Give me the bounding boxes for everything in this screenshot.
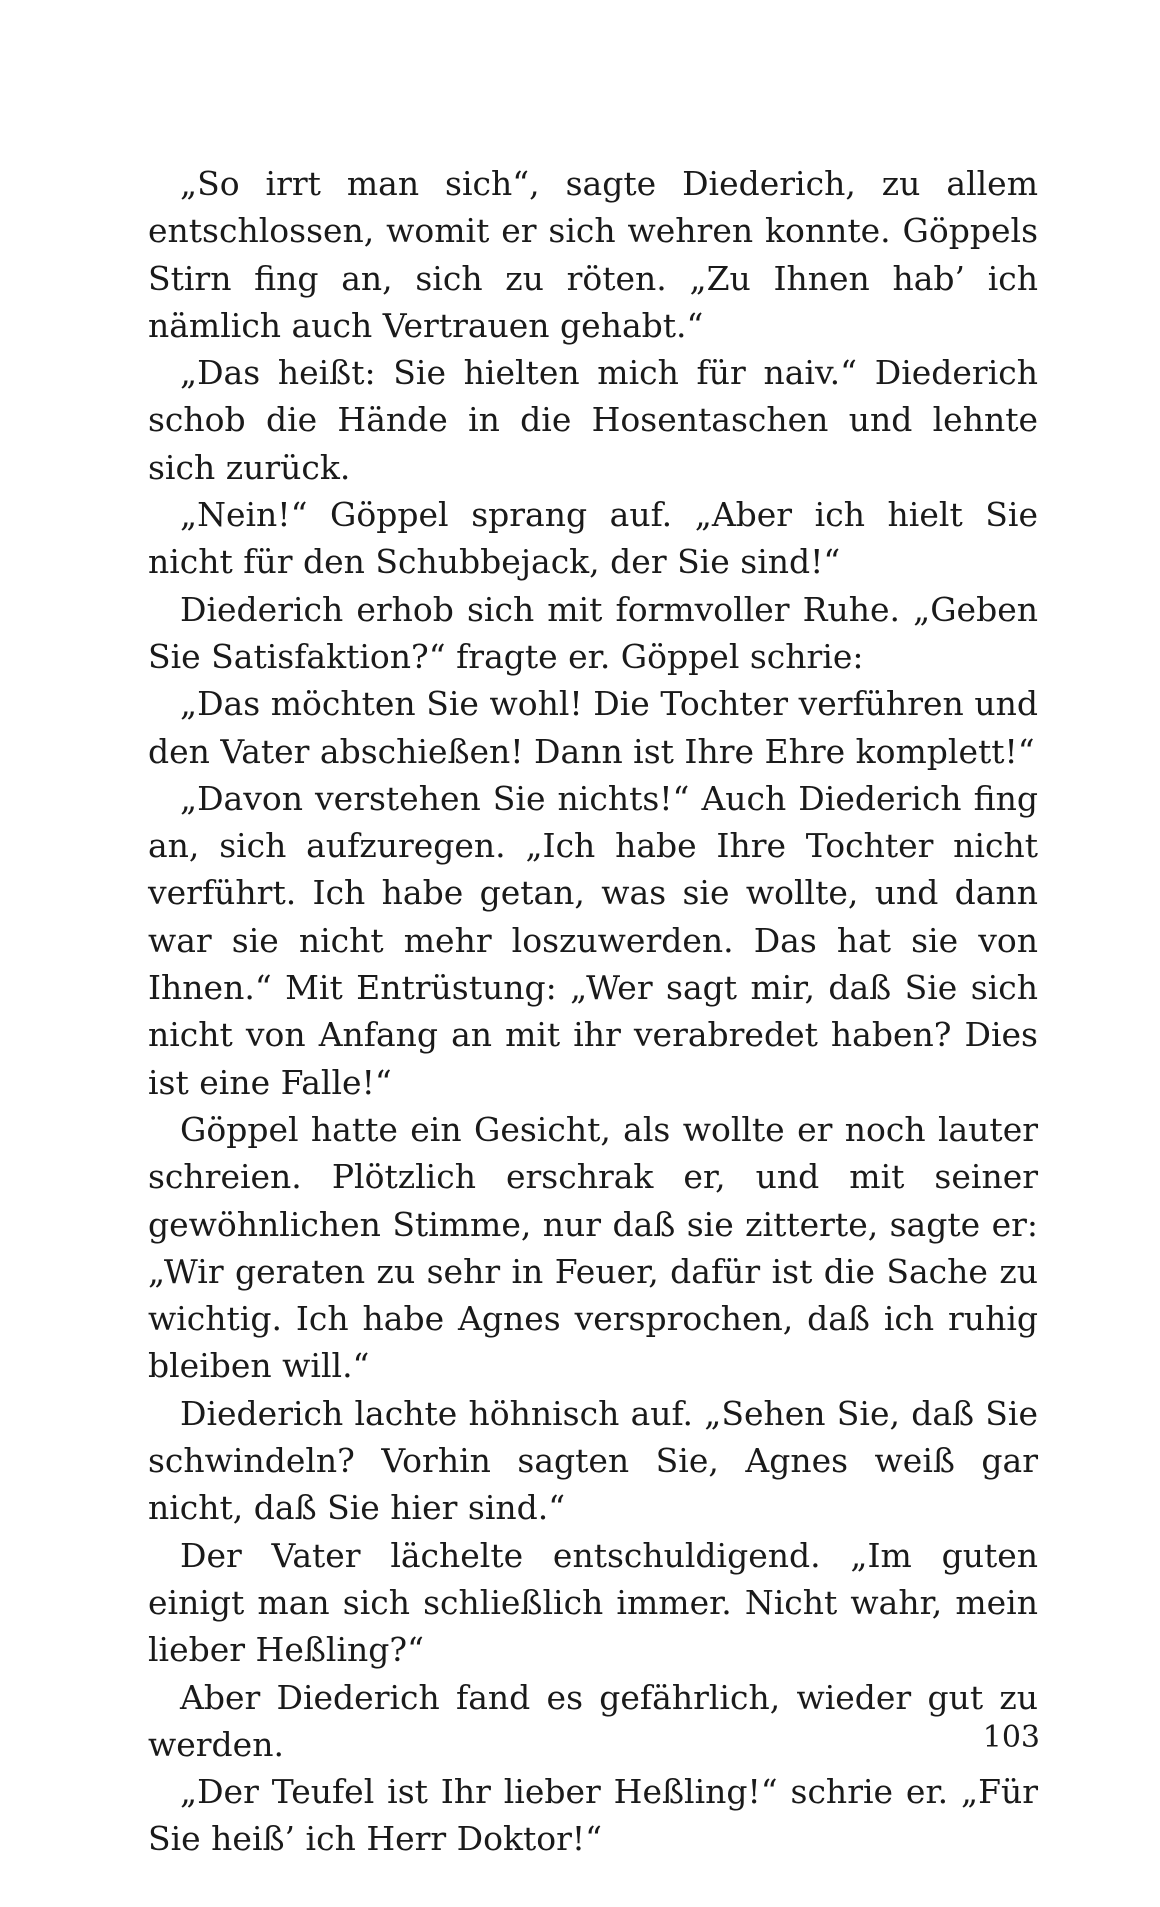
- paragraph: „Davon verstehen Sie nichts!“ Auch Diederich fing an, sich aufzuregen. „Ich habe Ihre Tochter nicht verführt. Ich habe getan, was sie wollte, und dann war sie nicht mehr loszuwerden. Das hat sie von Ihnen.“ Mit Entrüstung: „Wer sagt mir, daß Sie sich nicht von Anfang an mit ihr verabredet haben? Dies ist eine Falle!“: [148, 778, 1038, 1102]
- paragraph: „Nein!“ Göppel sprang auf. „Aber ich hielt Sie nicht für den Schubbejack, der Sie sind!“: [148, 495, 1038, 582]
- paragraph: „So irrt man sich“, sagte Diederich, zu allem entschlossen, womit er sich wehren konnte. Göppels Stirn fing an, sich zu röten. „Zu Ihnen hab’ ich nämlich auch Vertrauen gehabt.“: [148, 164, 1038, 345]
- paragraph: Diederich lachte höhnisch auf. „Sehen Sie, daß Sie schwindeln? Vorhin sagten Sie, Agnes weiß gar nicht, daß Sie hier sind.“: [148, 1393, 1038, 1528]
- paragraph: „Das möchten Sie wohl! Die Tochter verführen und den Vater abschießen! Dann ist Ihre Ehre komplett!“: [148, 684, 1038, 771]
- paragraph: Aber Diederich fand es gefährlich, wieder gut zu werden.: [148, 1677, 1038, 1764]
- paragraph: „Der Teufel ist Ihr lieber Heßling!“ schrie er. „Für Sie heiß’ ich Herr Doktor!“: [148, 1772, 1038, 1859]
- paragraph: Diederich erhob sich mit formvoller Ruhe. „Geben Sie Satisfaktion?“ fragte er. Göppel schrie:: [148, 589, 1038, 676]
- body-text: [148, 160, 1038, 1863]
- page-number: 103: [982, 1720, 1040, 1755]
- paragraph: Der Vater lächelte entschuldigend. „Im guten einigt man sich schließlich immer. Nicht wahr, mein lieber Heßling?“: [148, 1535, 1038, 1670]
- paragraph: „Das heißt: Sie hielten mich für naiv.“ Diederich schob die Hände in die Hosentaschen und lehnte sich zurück.: [148, 353, 1038, 487]
- paragraph: Göppel hatte ein Gesicht, als wollte er noch lauter schreien. Plötzlich erschrak er, und mit seiner gewöhnlichen Stimme, nur daß sie zitterte, sagte er: „Wir geraten zu sehr in Feuer, dafür ist die Sache zu wichtig. Ich habe Agnes versprochen, daß ich ruhig bleiben will.“: [148, 1109, 1038, 1386]
